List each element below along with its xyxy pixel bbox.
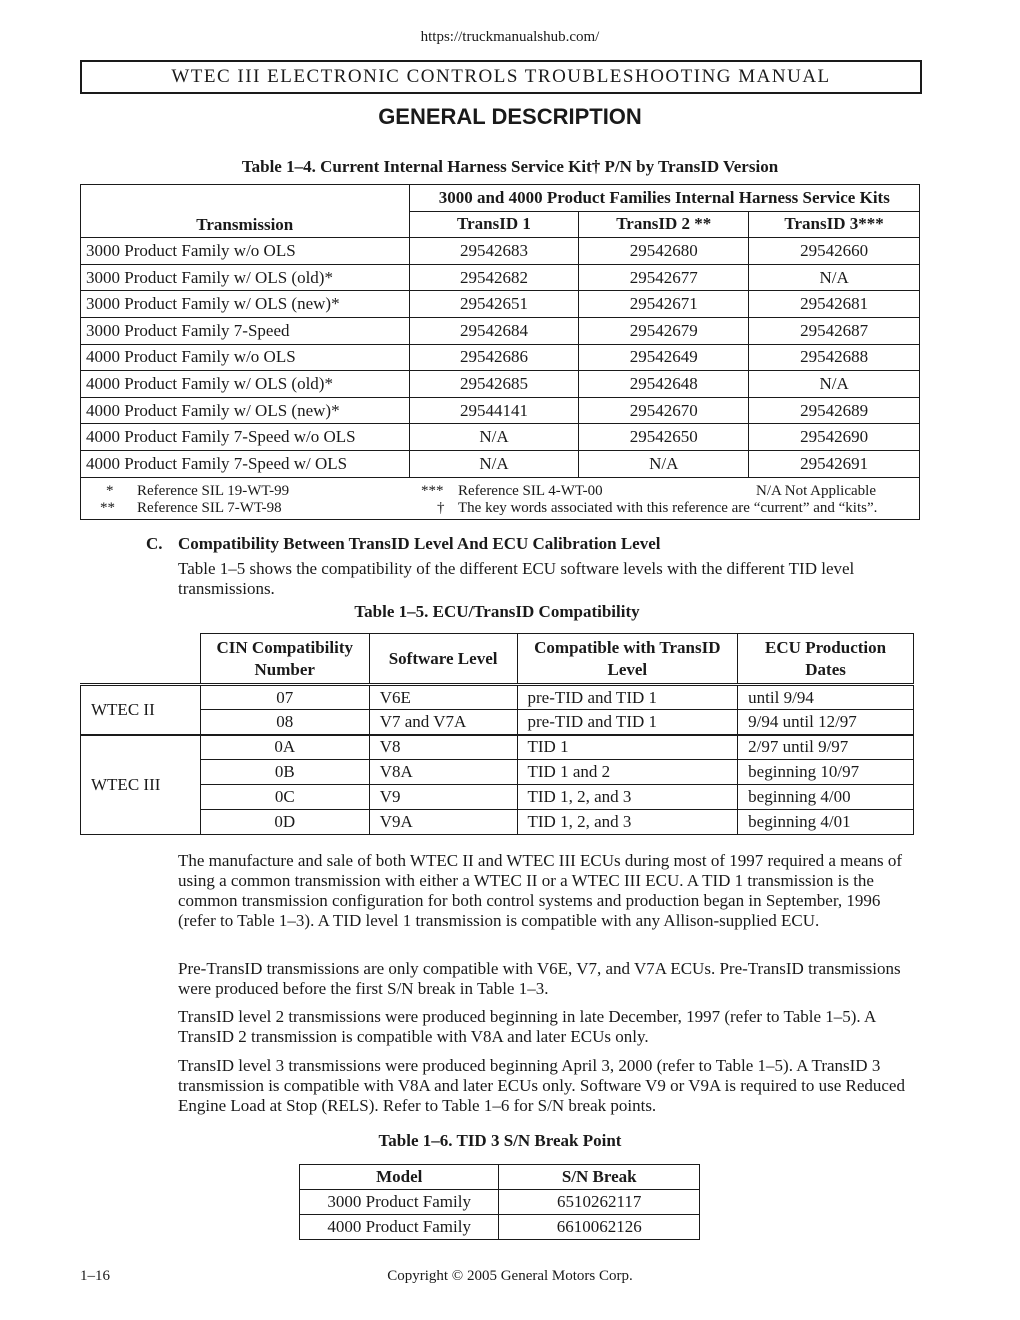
table4-footnote-4-mark: †	[437, 500, 445, 516]
table4-footnote-rule	[80, 519, 920, 520]
part-number-cell: 29542671	[579, 291, 749, 318]
transmission-cell: 4000 Product Family w/ OLS (new)*	[81, 397, 410, 424]
transid-level-cell: TID 1, 2, and 3	[517, 810, 738, 835]
table4-row	[81, 424, 920, 451]
part-number-cell: 29542688	[749, 344, 920, 371]
software-level-cell: V8	[369, 735, 517, 760]
copyright: Copyright © 2005 General Motors Corp.	[387, 1268, 633, 1284]
table4-footnote-right-border	[919, 477, 920, 519]
part-number-cell: N/A	[749, 371, 920, 398]
part-number-cell: 29544141	[409, 397, 579, 424]
transmission-cell: 4000 Product Family 7-Speed w/o OLS	[81, 424, 410, 451]
production-dates-cell: 9/94 until 12/97	[738, 710, 914, 735]
table5-header-row	[81, 634, 914, 685]
part-number-cell: 29542683	[409, 238, 579, 265]
part-number-cell: 29542681	[749, 291, 920, 318]
transmission-cell: 3000 Product Family w/o OLS	[81, 238, 410, 265]
transmission-cell: 3000 Product Family w/ OLS (new)*	[81, 291, 410, 318]
table5-col-cin: CIN Compatibility Number	[200, 634, 369, 685]
part-number-cell: 29542650	[579, 424, 749, 451]
table4-row	[81, 317, 920, 344]
part-number-cell: 29542679	[579, 317, 749, 344]
table4-footnote-3-mark: ***	[421, 483, 444, 499]
ecu-transid-compatibility-table	[80, 633, 914, 835]
part-number-cell: 29542689	[749, 397, 920, 424]
sn-break-cell: 6510262117	[499, 1190, 700, 1215]
software-level-cell: V9A	[369, 810, 517, 835]
cin-cell: 0D	[200, 810, 369, 835]
table6-row	[300, 1190, 700, 1215]
part-number-cell: 29542685	[409, 371, 579, 398]
paragraph-3: TransID level 2 transmissions were produced beginning in late December, 1997 (refer to Table 1–5). A TransID 2 transmission is compatible with V8A and later ECUs only.	[178, 1007, 876, 1046]
sn-break-cell: 6610062126	[499, 1215, 700, 1240]
table4-footnote-4: The key words associated with this reference are “current” and “kits”.	[458, 500, 878, 516]
software-level-cell: V9	[369, 785, 517, 810]
transid-level-cell: pre-TID and TID 1	[517, 710, 738, 735]
table5-row	[81, 785, 914, 810]
paragraph-2: Pre-TransID transmissions are only compatible with V6E, V7, and V7A ECUs. Pre-TransID transmissions were produced before the first S/N break in Table 1–3.	[178, 959, 901, 998]
part-number-cell: N/A	[409, 424, 579, 451]
part-number-cell: N/A	[749, 264, 920, 291]
table4-footnote-na: N/A Not Applicable	[756, 483, 876, 499]
transmission-cell: 4000 Product Family 7-Speed w/ OLS	[81, 450, 410, 477]
cin-cell: 0B	[200, 760, 369, 785]
production-dates-cell: until 9/94	[738, 685, 914, 710]
part-number-cell: 29542691	[749, 450, 920, 477]
table4-col-transid1: TransID 1	[409, 211, 579, 238]
transid-level-cell: pre-TID and TID 1	[517, 685, 738, 710]
table5-col-dates: ECU Production Dates	[738, 634, 914, 685]
transid-level-cell: TID 1, 2, and 3	[517, 785, 738, 810]
table4-row	[81, 397, 920, 424]
table5-col-compatible: Compatible with TransID Level	[517, 634, 738, 685]
transid-level-cell: TID 1 and 2	[517, 760, 738, 785]
part-number-cell: N/A	[579, 450, 749, 477]
ecu-family-cell: WTEC III	[81, 735, 201, 835]
table5-row	[81, 810, 914, 835]
table4-group-header: 3000 and 4000 Product Families Internal Harness Service Kits	[409, 185, 919, 212]
part-number-cell: 29542651	[409, 291, 579, 318]
table4-col-transid3: TransID 3***	[749, 211, 920, 238]
transmission-cell: 3000 Product Family 7-Speed	[81, 317, 410, 344]
cin-cell: 0A	[200, 735, 369, 760]
table5-row	[81, 685, 914, 710]
page-number: 1–16	[80, 1268, 110, 1284]
part-number-cell: 29542660	[749, 238, 920, 265]
table5-col-software: Software Level	[369, 634, 517, 685]
transmission-cell: 4000 Product Family w/ OLS (old)*	[81, 371, 410, 398]
paragraph-1: The manufacture and sale of both WTEC II and WTEC III ECUs during most of 1997 required a means of using a common transmission with either a WTEC II or a WTEC III ECU. A TID 1 transmission is the common transmission configuration for both control systems and production began in September, 1996 (refer to Table 1–3). A TID level 1 transmission is compatible with any Allison-supplied ECU.	[178, 851, 903, 930]
table4-footnote-2: Reference SIL 7-WT-98	[137, 500, 282, 516]
software-level-cell: V8A	[369, 760, 517, 785]
table4-footnote-1-mark: *	[106, 483, 114, 499]
section-c-heading: Compatibility Between TransID Level And ECU Calibration Level	[178, 534, 661, 553]
transid-level-cell: TID 1	[517, 735, 738, 760]
source-url[interactable]: https://truckmanualshub.com/	[420, 29, 600, 45]
table5-caption: Table 1–5. ECU/TransID Compatibility	[354, 602, 640, 621]
table6-col-snbreak: S/N Break	[499, 1165, 700, 1190]
table6-row	[300, 1215, 700, 1240]
model-cell: 4000 Product Family	[300, 1215, 499, 1240]
table4-caption: Table 1–4. Current Internal Harness Service Kit† P/N by TransID Version	[241, 157, 779, 176]
transmission-cell: 4000 Product Family w/o OLS	[81, 344, 410, 371]
table5-row	[81, 760, 914, 785]
part-number-cell: 29542687	[749, 317, 920, 344]
table4-row	[81, 238, 920, 265]
part-number-cell: 29542677	[579, 264, 749, 291]
table4-row	[81, 450, 920, 477]
table6-caption: Table 1–6. TID 3 S/N Break Point	[378, 1131, 622, 1150]
table4-row	[81, 371, 920, 398]
part-number-cell: 29542684	[409, 317, 579, 344]
cin-cell: 08	[200, 710, 369, 735]
part-number-cell: 29542686	[409, 344, 579, 371]
model-cell: 3000 Product Family	[300, 1190, 499, 1215]
part-number-cell: 29542649	[579, 344, 749, 371]
table4-row	[81, 344, 920, 371]
table4-group-header-row	[81, 185, 920, 212]
part-number-cell: 29542670	[579, 397, 749, 424]
table6-col-model: Model	[300, 1165, 499, 1190]
paragraph-4: TransID level 3 transmissions were produced beginning April 3, 2000 (refer to Table 1–5). A TransID 3 transmission is compatible with V8A and later ECUs only. Software V9 or V9A is required to use Reduced Engine Load at Stop (RELS). Refer to Table 1–6 for S/N break points.	[178, 1056, 905, 1115]
table4-row	[81, 264, 920, 291]
sn-break-table	[299, 1164, 700, 1240]
table4-footnote-1: Reference SIL 19-WT-99	[137, 483, 290, 499]
table5-blank-corner	[81, 634, 201, 685]
production-dates-cell: beginning 4/00	[738, 785, 914, 810]
table4-col-transmission: Transmission	[81, 185, 410, 238]
cin-cell: 07	[200, 685, 369, 710]
part-number-cell: 29542648	[579, 371, 749, 398]
manual-title-banner: WTEC III ELECTRONIC CONTROLS TROUBLESHOOTING MANUAL	[80, 60, 922, 94]
section-c-intro: Table 1–5 shows the compatibility of the different ECU software levels with the different TID level transmissions.	[178, 559, 855, 598]
part-number-cell: 29542680	[579, 238, 749, 265]
production-dates-cell: beginning 4/01	[738, 810, 914, 835]
software-level-cell: V7 and V7A	[369, 710, 517, 735]
software-level-cell: V6E	[369, 685, 517, 710]
part-number-cell: 29542690	[749, 424, 920, 451]
harness-kit-table	[80, 184, 920, 519]
section-title: GENERAL DESCRIPTION	[378, 104, 642, 129]
table4-col-transid2: TransID 2 **	[579, 211, 749, 238]
table5-row	[81, 710, 914, 735]
part-number-cell: 29542682	[409, 264, 579, 291]
production-dates-cell: 2/97 until 9/97	[738, 735, 914, 760]
table6-header-row	[300, 1165, 700, 1190]
section-c-letter: C.	[146, 534, 163, 553]
table4-row	[81, 291, 920, 318]
table4-footnote-left-border	[80, 477, 81, 519]
table4-footnote-2-mark: **	[100, 500, 115, 516]
transmission-cell: 3000 Product Family w/ OLS (old)*	[81, 264, 410, 291]
table4-footnote-3: Reference SIL 4-WT-00	[458, 483, 603, 499]
ecu-family-cell: WTEC II	[81, 685, 201, 735]
table5-row	[81, 735, 914, 760]
cin-cell: 0C	[200, 785, 369, 810]
part-number-cell: N/A	[409, 450, 579, 477]
production-dates-cell: beginning 10/97	[738, 760, 914, 785]
